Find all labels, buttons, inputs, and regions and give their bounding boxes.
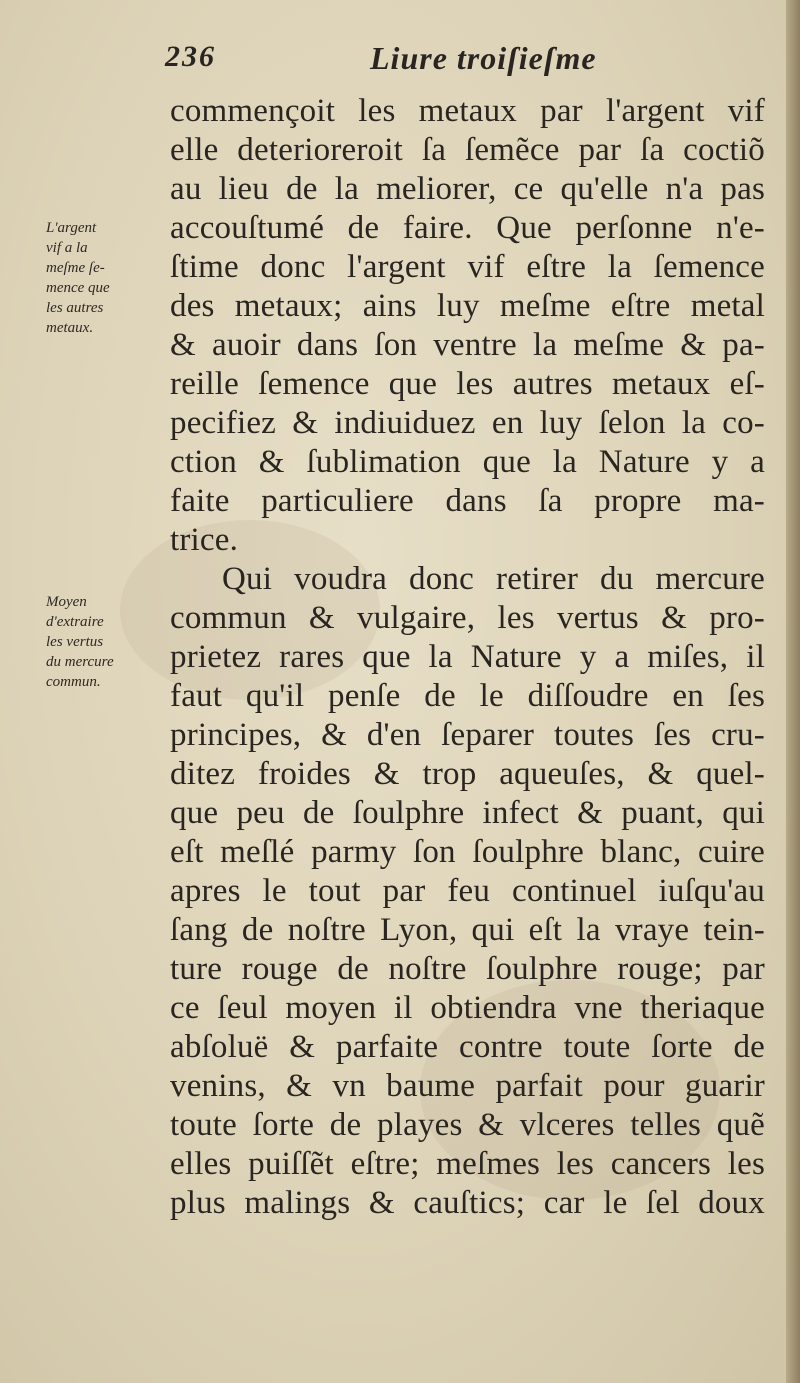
text-line: ſang de noſtre Lyon, qui eſt la vraye tein-: [170, 912, 765, 948]
margin-note-line: les vertus: [46, 634, 104, 650]
text-line: venins, & vn baume parfait pour guarir: [170, 1068, 765, 1104]
text-line: prietez rares que la Nature y a miſes, il: [170, 639, 765, 675]
margin-note-line: L'argent: [46, 220, 97, 236]
text-line: ſtime donc l'argent vif eſtre la ſemence: [170, 249, 765, 285]
text-line: que peu de ſoulphre infect & puant, qui: [170, 795, 765, 831]
text-line: accouſtumé de faire. Que perſonne n'e-: [170, 210, 765, 246]
margin-note-argent: [46, 218, 164, 338]
text-line: des metaux; ains luy meſme eſtre metal: [170, 288, 765, 324]
text-line: faut qu'il penſe de le diſſoudre en ſes: [170, 678, 765, 714]
text-line: faite particuliere dans ſa propre ma-: [170, 483, 765, 519]
text-line: commençoit les metaux par l'argent vif: [170, 93, 765, 129]
margin-note-line: vif a la: [46, 240, 88, 256]
text-line: ction & ſublimation que la Nature y a: [170, 444, 765, 480]
margin-note-line: commun.: [46, 674, 101, 690]
text-line: au lieu de la meliorer, ce qu'elle n'a pas: [170, 171, 765, 207]
margin-note-line: metaux.: [46, 320, 94, 336]
text-line: toute ſorte de playes & vlceres telles quẽ: [170, 1107, 765, 1143]
paragraph-first-line: Qui voudra donc retirer du mercure: [222, 561, 765, 597]
text-line: apres le tout par feu continuel iuſqu'au: [170, 873, 765, 909]
margin-note-line: les autres: [46, 300, 104, 316]
text-line: reille ſemence que les autres metaux eſ-: [170, 366, 765, 402]
margin-note-line: Moyen: [46, 594, 87, 610]
text-line: ture rouge de noſtre ſoulphre rouge; par: [170, 951, 765, 987]
page-number: 236: [165, 40, 216, 73]
margin-note-line: d'extraire: [46, 614, 104, 630]
body-text: [170, 92, 765, 1223]
text-line: eſt meſlé parmy ſon ſoulphre blanc, cuire: [170, 834, 765, 870]
text-line: elle deterioreroit ſa ſemẽce par ſa coctiõ: [170, 132, 765, 168]
text-line: trice.: [170, 522, 239, 558]
text-line: plus malings & cauſtics; car le ſel doux: [170, 1185, 765, 1221]
text-line: & auoir dans ſon ventre la meſme & pa-: [170, 327, 765, 363]
margin-note-line: mence que: [46, 280, 110, 296]
running-head: Liure troiſieſme: [370, 40, 597, 76]
text-line: ce ſeul moyen il obtiendra vne theriaque: [170, 990, 765, 1026]
page-edge-shadow: [786, 0, 800, 1383]
margin-note-line: meſme ſe-: [46, 260, 105, 276]
margin-note-line: du mercure: [46, 654, 114, 670]
text-line: commun & vulgaire, les vertus & pro-: [170, 600, 765, 636]
page-header: [165, 40, 725, 90]
text-line: ditez froides & trop aqueuſes, & quel-: [170, 756, 765, 792]
text-line: pecifiez & indiuiduez en luy ſelon la co-: [170, 405, 765, 441]
text-line: abſoluë & parfaite contre toute ſorte de: [170, 1029, 765, 1065]
margin-note-moyen: [46, 592, 164, 692]
text-line: principes, & d'en ſeparer toutes ſes cru-: [170, 717, 765, 753]
text-line: elles puiſſẽt eſtre; meſmes les cancers les: [170, 1146, 765, 1182]
